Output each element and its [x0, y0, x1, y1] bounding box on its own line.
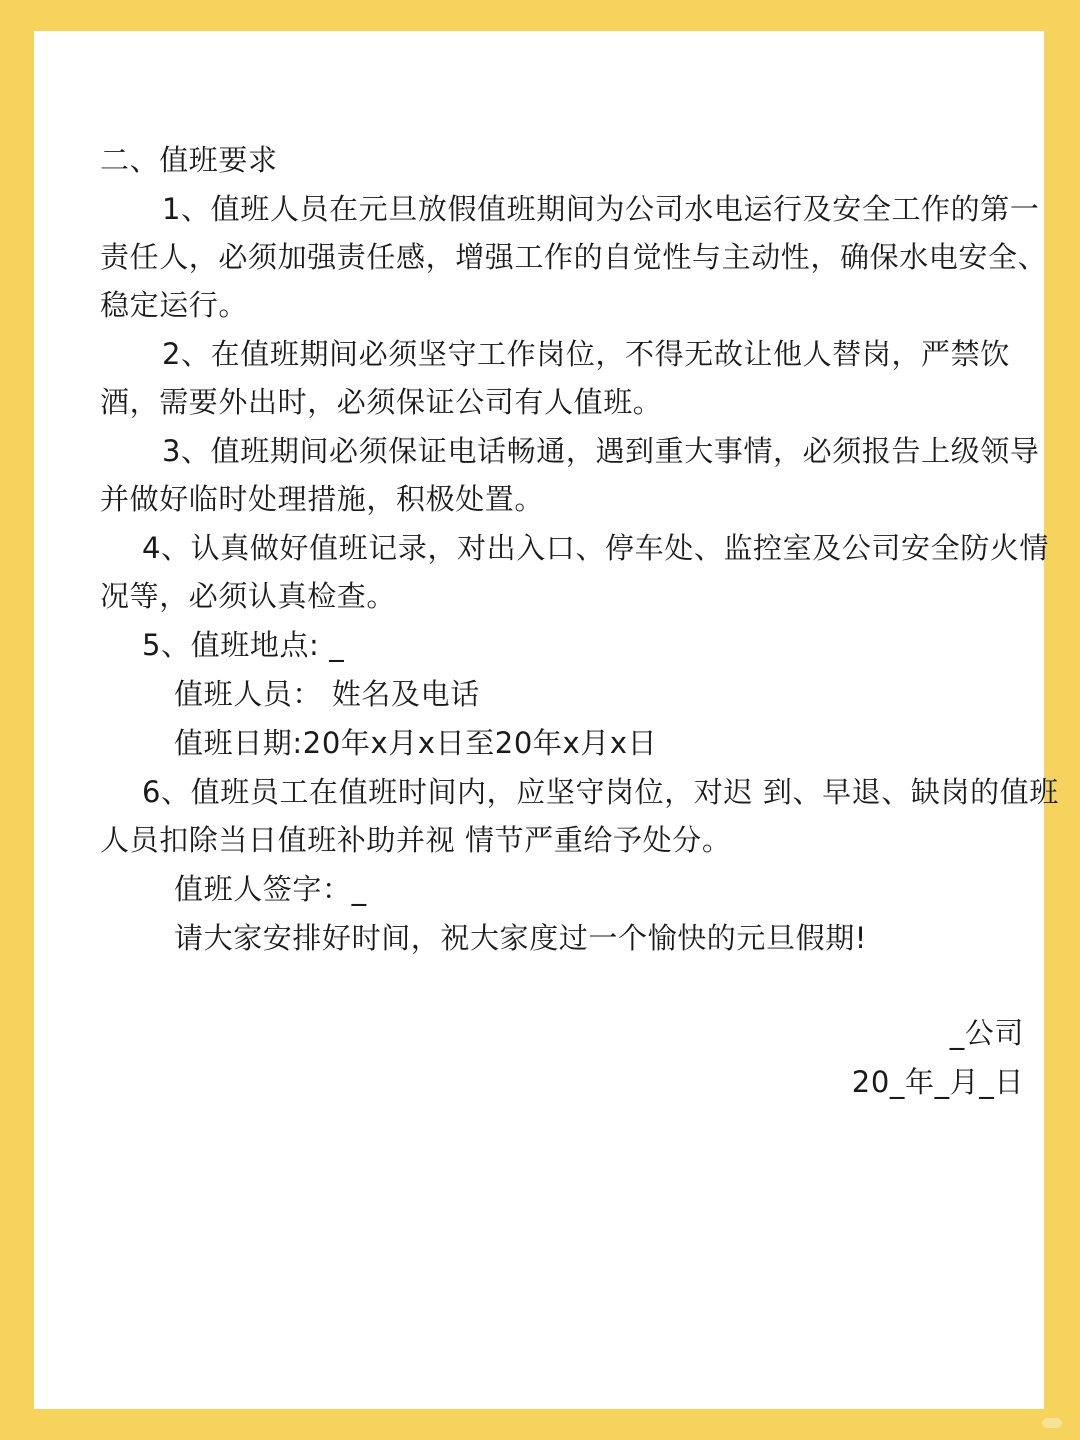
document-body [100, 136, 1060, 1107]
duty-date-line: 值班日期:20年x月x日至20年x月x日 [174, 726, 658, 760]
paragraph-4: 4、认真做好值班记录，对出入口、停车处、监控室及公司安全防火情况等，必须认真检查。 [100, 531, 1050, 613]
duty-staff-line: 值班人员： 姓名及电话 [174, 677, 480, 711]
signature-line: 值班人签字：_ [174, 872, 367, 906]
holiday-wish-line: 请大家安排好时间，祝大家度过一个愉快的元旦假期! [174, 921, 868, 955]
section-heading: 二、值班要求 [100, 143, 278, 177]
paragraph-3: 3、值班期间必须保证电话畅通，遇到重大事情，必须报告上级领导并做好临时处理措施，积极处置。 [100, 434, 1040, 516]
document-page [34, 31, 1059, 1409]
document-closing [100, 1009, 1060, 1106]
company-name: _公司 [949, 1016, 1024, 1050]
watermark-mark [1042, 1418, 1062, 1428]
paragraph-2: 2、在值班期间必须坚守工作岗位，不得无故让他人替岗，严禁饮酒，需要外出时，必须保证公司有人值班。 [100, 337, 1010, 419]
paragraph-6: 6、值班员工在值班时间内，应坚守岗位，对迟 到、早退、缺岗的值班人员扣除当日值班补助并视 情节严重给予处分。 [100, 775, 1059, 857]
paragraph-1: 1、值班人员在元旦放假值班期间为公司水电运行及安全工作的第一责任人，必须加强责任感，增强工作的自觉性与主动性，确保水电安全、稳定运行。 [100, 192, 1048, 322]
closing-date: 20_年_月_日 [851, 1065, 1024, 1099]
duty-location-line: 5、值班地点: _ [142, 628, 345, 662]
